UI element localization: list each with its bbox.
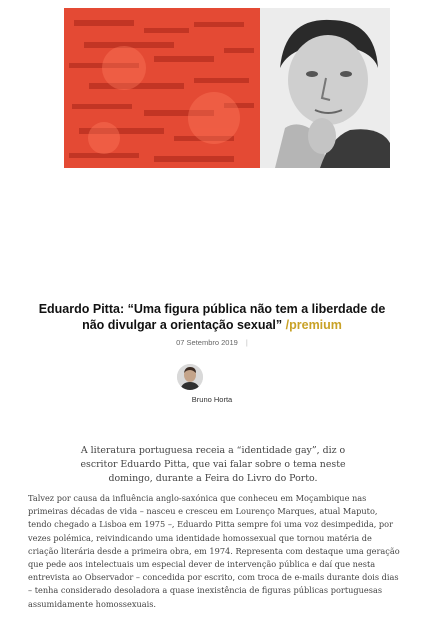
article-title — [30, 301, 394, 333]
article-paragraph: Talvez por causa da influência anglo-saxónica que conheceu em Moçambique nas primeiras décadas de vida – nasceu e cresceu em Lourenço Marques, atual Maputo, tendo chegado a Lisboa em 1975 –, Eduardo Pitta sempre foi uma voz desimpedida, por vezes polémica, reivindicando uma identidade homossexual que tornou matéria de criação literária desde a primeira obra, em 1974. Representa com destaque uma geração que pede aos intelectuais um especial dever de intervenção pública e daí que nesta entrevista ao Observador – concedida por escrito, com troca de e-mails durante dois dias – tenha considerado desoladora a quase inexistência de figuras públicas portuguesas assumidamente homossexuais. — [28, 493, 400, 609]
hero-image — [64, 8, 390, 168]
article-body — [28, 492, 400, 611]
premium-tag[interactable]: /premium — [285, 318, 342, 332]
author-avatar[interactable] — [177, 364, 203, 390]
article-meta — [0, 338, 424, 347]
article-lead: A literatura portuguesa receia a “identidade gay”, diz o escritor Eduardo Pitta, que vai falar sobre o tema neste domingo, durante a Feira do Livro do Porto. — [80, 445, 346, 484]
avatar-photo — [177, 364, 203, 390]
author-name[interactable]: Bruno Horta — [191, 395, 233, 404]
article-title-text: Eduardo Pitta: “Uma figura pública não tem a liberdade de não divulgar a orientação sexual” — [38, 302, 386, 332]
article-date: 07 Setembro 2019 — [176, 338, 238, 347]
meta-separator: | — [245, 338, 248, 347]
author-portrait — [260, 8, 390, 168]
